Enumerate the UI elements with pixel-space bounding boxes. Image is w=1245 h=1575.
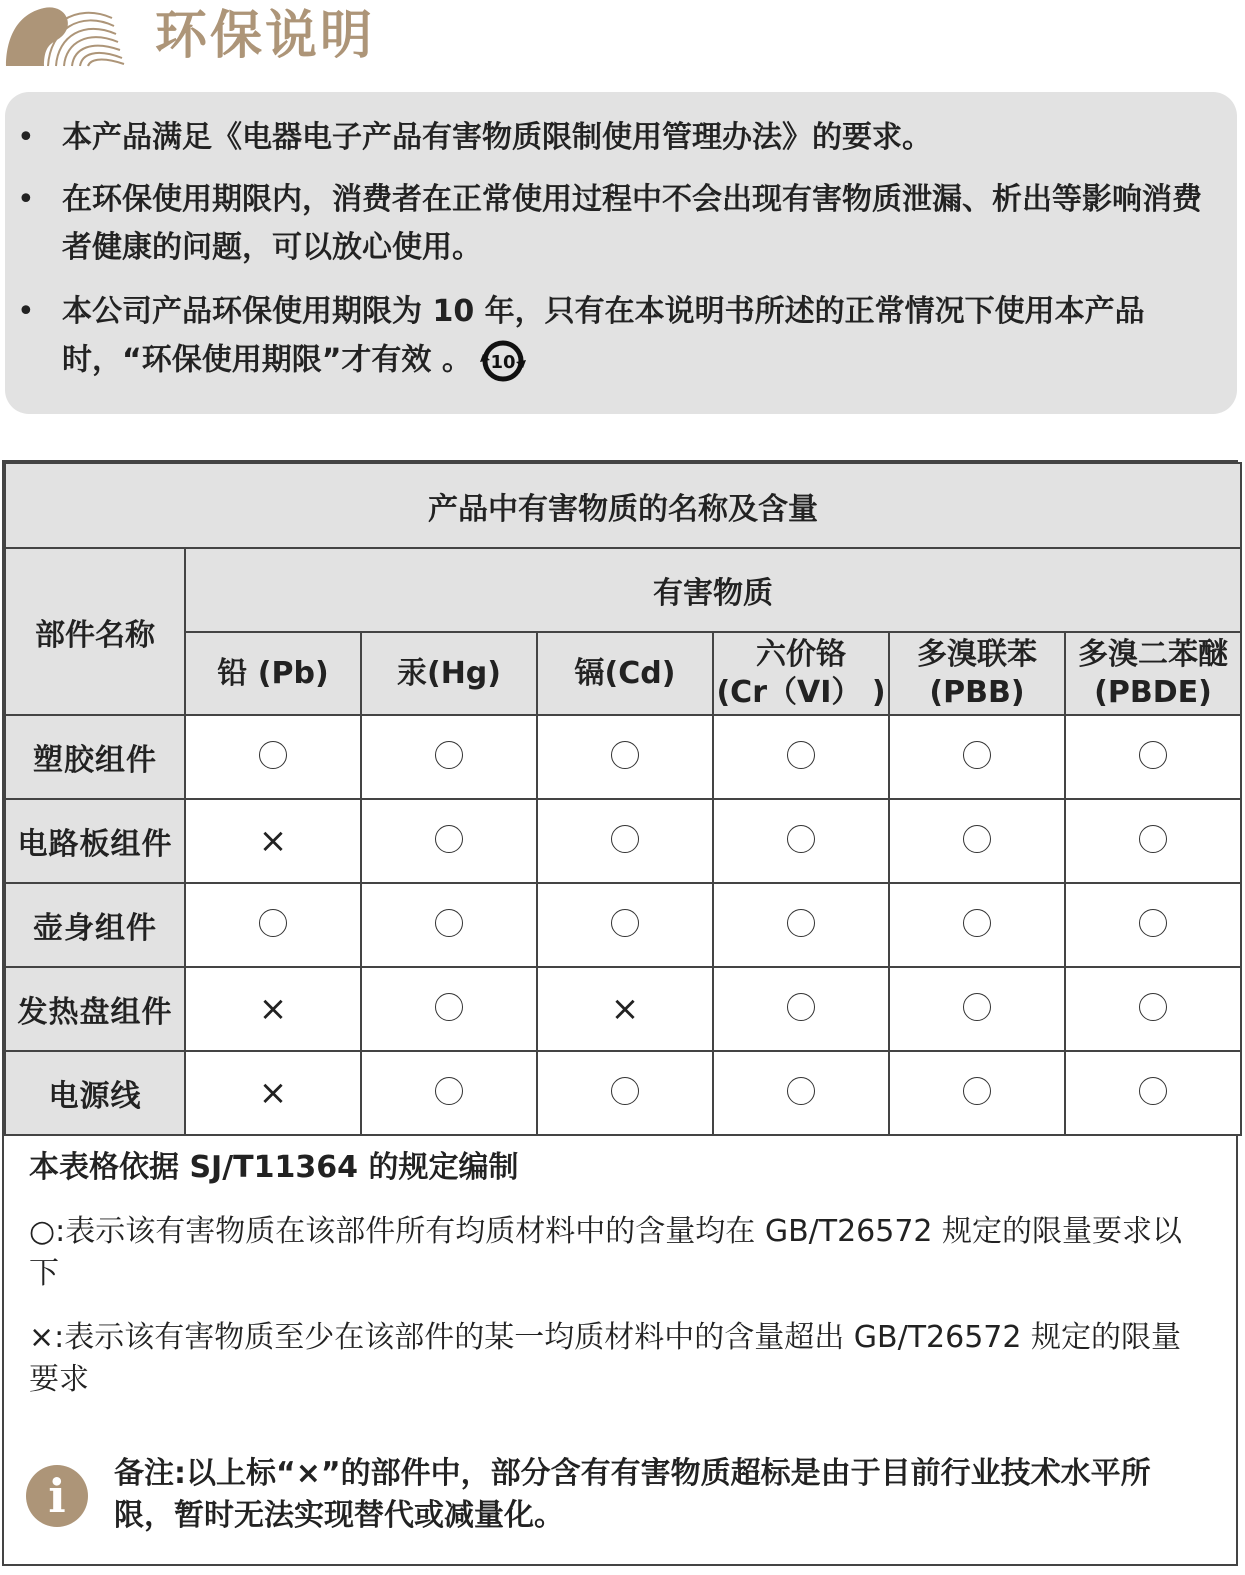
compliant-circle-icon [435,741,463,769]
substance-mark-cell [361,883,537,967]
bullet-dot: • [17,120,35,155]
substance-mark-cell [537,967,713,1051]
table-title: 产品中有害物质的名称及含量 [5,463,1241,548]
substance-mark-cell [713,967,889,1051]
exceeds-cross-mark: × [610,989,640,1029]
compliant-circle-icon [611,825,639,853]
substance-mark-cell [537,1051,713,1135]
remark-text: 备注:以上标“×”的部件中，部分含有有害物质超标是由于目前行业技术水平所限，暂时无法实现替代或减量化。 [114,1456,1151,1533]
part-name-cell: 电路板组件 [5,799,185,883]
column-header-hg: 汞(Hg) [361,632,537,715]
column-header-cd: 镉(Cd) [537,632,713,715]
part-name-cell: 壶身组件 [5,883,185,967]
compliant-circle-icon [787,909,815,937]
compliant-circle-icon [787,825,815,853]
compliant-circle-icon [435,825,463,853]
compliant-circle-icon [435,1077,463,1105]
substance-mark-cell [185,883,361,967]
substance-mark-cell [1065,883,1241,967]
eco-period-10-icon [478,336,528,386]
brand-arc-logo-icon [4,0,128,70]
substance-mark-cell [713,799,889,883]
bullet-dot: • [17,294,35,329]
part-name-cell: 电源线 [5,1051,185,1135]
part-name-cell: 发热盘组件 [5,967,185,1051]
notice-text-3-body: 本公司产品环保使用期限为 10 年，只有在本说明书所述的正常情况下使用本产品时，“环保使用期限”才有效 。 [62,294,1145,378]
compliant-circle-icon [1139,741,1167,769]
compliant-circle-icon [1139,825,1167,853]
substance-mark-cell [537,715,713,799]
compliant-circle-icon [435,909,463,937]
substance-mark-cell [889,883,1065,967]
compliant-circle-icon [787,1077,815,1105]
column-header-pbde: 多溴二苯醚 (PBDE) [1065,632,1241,715]
compliant-circle-icon [435,993,463,1021]
compliant-circle-icon [963,993,991,1021]
legend-circle-meaning: ○:表示该有害物质在该部件所有均质材料中的含量均在 GB/T26572 规定的限量要求以下 [29,1214,1183,1291]
substance-mark-cell [537,799,713,883]
substance-mark-cell [185,715,361,799]
substance-mark-cell [361,715,537,799]
compliant-circle-icon [963,1077,991,1105]
substance-mark-cell [713,883,889,967]
substance-mark-cell [889,967,1065,1051]
page-header [0,0,1245,80]
eco-period-badge-text: 10 [490,352,516,373]
compliant-circle-icon [611,1077,639,1105]
table-row [5,967,1241,1051]
substance-mark-cell [1065,799,1241,883]
substance-mark-cell [1065,715,1241,799]
compliant-circle-icon [787,993,815,1021]
substance-mark-cell [537,883,713,967]
page-title: 环保说明 [155,6,376,66]
substance-mark-cell [185,967,361,1051]
remark-block [26,1453,1216,1543]
table-row [5,799,1241,883]
compliant-circle-icon [259,909,287,937]
compliant-circle-icon [1139,909,1167,937]
compliant-circle-icon [963,825,991,853]
substance-mark-cell [889,715,1065,799]
exceeds-cross-mark: × [258,1073,288,1113]
substance-group-header: 有害物质 [185,548,1241,632]
substance-mark-cell [1065,967,1241,1051]
compliant-circle-icon [611,741,639,769]
substance-mark-cell [889,799,1065,883]
compliant-circle-icon [611,909,639,937]
legend-cross-meaning: ×:表示该有害物质至少在该部件的某一均质材料中的含量超出 GB/T26572 规定的限量要求 [29,1320,1182,1397]
column-header-pb: 铅 (Pb) [185,632,361,715]
compliant-circle-icon [1139,993,1167,1021]
notice-text-2: 在环保使用期限内，消费者在正常使用过程中不会出现有害物质泄漏、析出等影响消费者健康的问题，可以放心使用。 [62,182,1202,265]
compliant-circle-icon [963,909,991,937]
substance-mark-cell [1065,1051,1241,1135]
table-row [5,883,1241,967]
substance-mark-cell [889,1051,1065,1135]
standard-basis-note: 本表格依据 SJ/T11364 的规定编制 [29,1150,519,1185]
table-row [5,715,1241,799]
compliant-circle-icon [259,741,287,769]
compliant-circle-icon [787,741,815,769]
bullet-dot: • [17,182,35,217]
substance-mark-cell [713,1051,889,1135]
environmental-notice-panel [5,92,1237,414]
part-name-header: 部件名称 [5,548,185,715]
substance-mark-cell [361,967,537,1051]
part-name-cell: 塑胶组件 [5,715,185,799]
notice-text-3 [62,288,1212,386]
column-header-pbb: 多溴联苯 (PBB) [889,632,1065,715]
exceeds-cross-mark: × [258,821,288,861]
substance-mark-cell [361,799,537,883]
compliant-circle-icon [963,741,991,769]
table-body [5,715,1241,1135]
substance-mark-cell [185,799,361,883]
substance-mark-cell [713,715,889,799]
hazardous-substance-table-frame [2,460,1238,1566]
notice-text-1: 本产品满足《电器电子产品有害物质限制使用管理办法》的要求。 [62,120,932,155]
column-header-cr6: 六价铬 (Cr（VI） ) [713,632,889,715]
info-icon: i [26,1465,88,1527]
compliant-circle-icon [1139,1077,1167,1105]
table-row [5,1051,1241,1135]
substance-mark-cell [361,1051,537,1135]
exceeds-cross-mark: × [258,989,288,1029]
hazardous-substance-table [4,462,1242,1136]
substance-mark-cell [185,1051,361,1135]
